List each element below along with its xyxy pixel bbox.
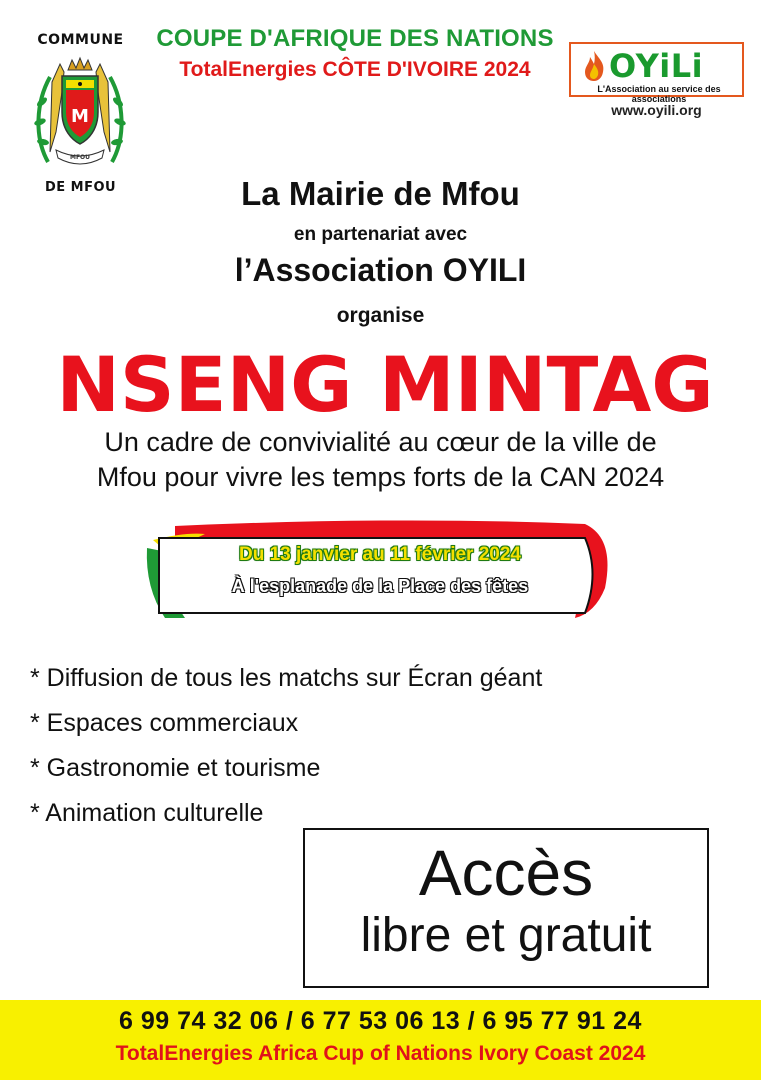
crest-emblem-icon	[30, 52, 130, 177]
contact-phones: 6 99 74 32 06 / 6 77 53 06 13 / 6 95 77 91 24	[119, 1007, 642, 1035]
crest-bottom-text: DE MFOU	[44, 180, 117, 195]
event-dates: Du 13 janvier au 11 février 2024	[238, 544, 521, 565]
date-banner	[145, 518, 615, 623]
access-box	[303, 828, 709, 988]
oyili-logo	[569, 42, 744, 104]
event-location: À l'esplanade de la Place des fêtes	[231, 576, 529, 596]
organizer-heading: La Mairie de Mfou	[241, 175, 520, 212]
header-title: COUPE D'AFRIQUE DES NATIONS	[156, 25, 554, 52]
crest-ribbon-text: MFOU	[69, 154, 91, 161]
access-subheading: libre et gratuit	[360, 909, 652, 962]
banner-background	[145, 518, 615, 623]
feature-list	[30, 656, 542, 836]
event-description	[20, 425, 741, 495]
event-title: NSENG MINTAG	[56, 340, 714, 429]
access-heading: Accès	[418, 837, 594, 909]
oyili-url: www.oyili.org	[611, 102, 702, 118]
partnership-text: en partenariat avec	[293, 224, 468, 245]
organise-text: organise	[336, 304, 425, 327]
oyili-tagline: L'Association au service des associations	[597, 84, 721, 104]
tournament-name: TotalEnergies Africa Cup of Nations Ivory Coast 2024	[115, 1042, 646, 1065]
feature-item: * Gastronomie et tourisme	[30, 754, 321, 782]
oyili-wordmark: OYiLi	[609, 47, 704, 85]
feature-item: * Espaces commerciaux	[30, 709, 299, 737]
description-line-1: Un cadre de convivialité au cœur de la ville de	[104, 427, 657, 457]
footer-band	[0, 1000, 761, 1080]
description-line-2: Mfou pour vivre les temps forts de la CAN 2024	[96, 462, 665, 492]
association-heading: l’Association OYILI	[234, 252, 527, 288]
flame-icon	[581, 50, 607, 82]
header-subtitle: TotalEnergies CÔTE D'IVOIRE 2024	[179, 58, 531, 81]
crest-top-text: COMMUNE	[37, 32, 124, 48]
feature-item: * Diffusion de tous les matchs sur Écran géant	[30, 664, 543, 692]
crest-shield-letter: M	[71, 106, 89, 127]
feature-item: * Animation culturelle	[30, 799, 264, 827]
